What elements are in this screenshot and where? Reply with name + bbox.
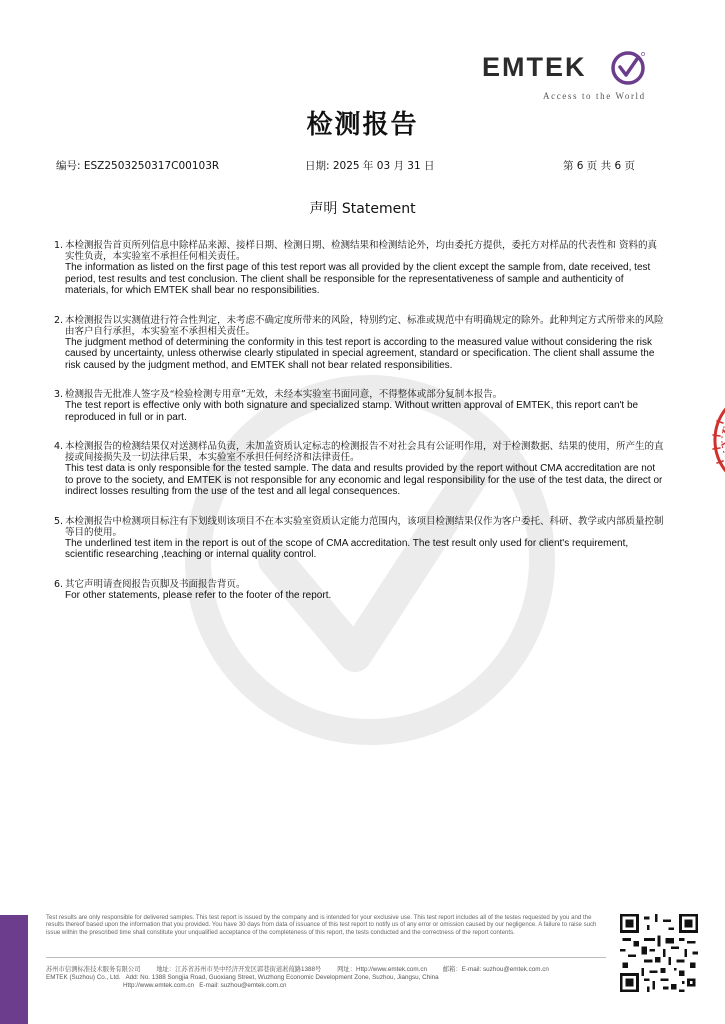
statement-text-zh: 本检测报告以实测值进行符合性判定，未考虑不确定度所带来的风险，特别约定、标准或规范中有明确规定的除外。此种判定方式所带来的风险由客户自行承担，本实验室不承担相关责任。 (65, 314, 664, 337)
website-zh: 网址：Http://www.emtek.com.cn (337, 966, 428, 973)
report-number: 编号: ESZ2503250317C00103R (56, 160, 220, 172)
statement-text-en: The underlined test item in the report is out of the scope of CMA accreditation. The test result only used for client's requirement, scientific researching ,teaching or internal quality control. (65, 537, 629, 560)
qr-code-icon (620, 914, 698, 992)
statement-text-en: The information as listed on the first page of this test report was all provided by the client except the sample from, date received, test period, test results and test conclusion. The client shall be responsible for the representativeness of sample and authenticity of materials, for which EMTEK shall bear no responsibilities. (65, 262, 651, 296)
emtek-check-circle-icon (610, 50, 646, 86)
website-en: Http://www.emtek.com.cn (123, 982, 195, 990)
footer-divider (46, 957, 606, 958)
statement-item-5 (54, 516, 666, 561)
statement-item-4 (54, 441, 666, 498)
statement-number: 1. (54, 240, 64, 251)
statement-text-zh: 本检测报告中检测项目标注有下划线则该项目不在本实验室资质认定能力范围内，该项目检测结果仅作为客户委托、科研、教学或内部质量控制等目的使用。 (65, 515, 664, 538)
statement-item-3 (54, 389, 666, 423)
emtek-logo (482, 48, 652, 108)
statement-number: 4. (54, 441, 64, 452)
statement-item-2 (54, 315, 666, 372)
page-title: 检测报告 (306, 110, 419, 140)
footer-accent-bar (0, 915, 28, 1024)
email-en: E-mail: suzhou@emtek.com.cn (199, 982, 287, 990)
logo-tagline: Access to the World (543, 91, 646, 101)
email-zh: 邮箱：E-mail: suzhou@emtek.com.cn (442, 966, 549, 973)
statement-number: 2. (54, 314, 64, 326)
statement-text-en: For other statements, please refer to the footer of the report. (65, 589, 332, 601)
statement-number: 3. (54, 389, 64, 400)
statement-text-zh: 本检测报告首页所列信息中除样品来源、接样日期、检测日期、检测结果和检测结论外，均由委托方提供，委托方对样品的代表性和 资料的真实性负责，本实验室不承担任何相关责任。 (65, 240, 658, 262)
company-name-zh: 苏州市信测标准技术服务有限公司 (46, 966, 141, 973)
statement-item-6 (54, 579, 666, 602)
statement-heading: 声明 Statement (309, 201, 416, 217)
address-zh: 地址：江苏省苏州市吴中经济开发区郭巷街道凇葭路1388号 (156, 966, 322, 973)
logo-text: EMTEK (482, 52, 587, 82)
page-number: 第 6 页 共 6 页 (562, 160, 635, 172)
red-seal-stamp-icon (695, 385, 725, 495)
footer-disclaimer: Test results are only responsible for delivered samples. This test report is issued by the company and is intended for your exclusive use. This test report includes all of the testes requested by you and the results thereof based upon the information that you provided. You have 30 days from data of issuance of this test report to notify us of any error or omission caused by our negligence. A failure to raise such issue within the prescribed time shall constitute your unqualified acceptance of the completeness of this report, the tests conducted and the correctness of the report contents. (46, 914, 597, 936)
statement-text-en: The test report is effective only with both signature and specialized stamp. Without written approval of EMTEK, this report can't be reproduced in full or in part. (65, 400, 639, 423)
report-date: 日期: 2025 年 03 月 31 日 (305, 160, 435, 172)
statement-text-en: The judgment method of determining the conformity in this test report is according to the measured value without considering the risk caused by uncertainty, unless otherwise clearly stipulated in special agreement, standard or specification. The client shall assume the risk caused by the judgment method, and EMTEK shall not bear related responsibilities. (65, 336, 655, 371)
statement-text-zh: 本检测报告的检测结果仅对送测样品负责，未加盖资质认定标志的检测报告不对社会具有公证明作用，对于检测数据、结果的使用，所产生的直接或间接损失及一切法律后果，本实验室不承担任何经济和法律责任。 (65, 441, 664, 463)
statement-list (54, 240, 666, 619)
footer-address (46, 966, 621, 991)
statement-text-en: This test data is only responsible for the tested sample. The data and results provided by the report without CMA accreditation are not to prove to the society, and EMTEK is not responsible for any economic and legal responsibility for the use of the test data, the direct or indirect losses resulting from the use of the test and all legal consequences. (65, 463, 663, 497)
address-en: Add: No. 1388 Songjia Road, Guoxiang Street, Wuzhong Economic Development Zone, Suzhou, Jiangsu, China (125, 974, 439, 982)
statement-number: 6. (54, 578, 64, 590)
statement-text-zh: 其它声明请查阅报告页脚及书面报告背页。 (65, 578, 246, 590)
statement-item-1 (54, 240, 666, 297)
statement-number: 5. (54, 515, 64, 527)
statement-text-zh: 检测报告无批准人签字及“检验检测专用章”无效，未经本实验室书面同意，不得整体或部分复制本报告。 (65, 389, 503, 400)
company-name-en: EMTEK (Suzhou) Co., Ltd. (46, 974, 121, 982)
